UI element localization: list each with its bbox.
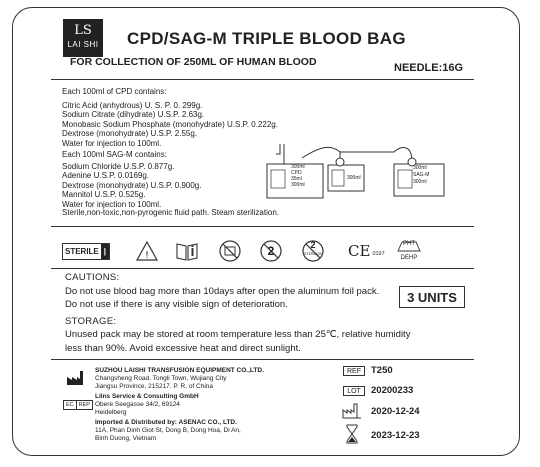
manufacturer-info	[95, 367, 264, 391]
ref-tag: REF	[343, 366, 365, 376]
sagm-line: Sodium Chloride U.S.P. 0.877g.	[62, 161, 175, 171]
company-logo	[63, 19, 103, 57]
units-box: 3 UNITS	[399, 286, 465, 308]
ec-rep-symbol	[63, 400, 93, 410]
needle-size: NEEDLE:16G	[394, 62, 464, 74]
manufacture-date: 2020-12-24	[371, 406, 420, 417]
manufacturer-icon	[66, 370, 86, 386]
product-title: CPD/SAG-M TRIPLE BLOOD BAG	[127, 29, 406, 48]
cautions-title: CAUTIONS:	[65, 272, 120, 283]
ce-number: 0197	[372, 251, 385, 257]
divider-footer	[51, 359, 474, 360]
connector-icon	[336, 158, 344, 166]
cpd-line: Monobasic Sodium Phosphate (monohydrate) U.S.P. 0.222g.	[62, 119, 278, 129]
dehp-text: DEHP	[400, 255, 418, 261]
storage-line: less than 90%. Avoid excessive heat and direct sunlight.	[65, 343, 301, 354]
cpd-line: Citric Acid (anhydrous) U. S. P. 0. 299g.	[62, 100, 203, 110]
bag1-capacity: 300ml	[291, 182, 305, 188]
ec-rep-info	[95, 393, 199, 417]
bag3-volume: 300ml	[413, 165, 427, 171]
do-not-use-damaged-icon	[217, 236, 243, 266]
ec-rep-address: Heidelberg	[95, 409, 127, 416]
cpd-line: Dextrose (monohydrate) U.S.P. 2.55g.	[62, 129, 198, 139]
svg-text:!: !	[144, 250, 150, 261]
cpd-line: Water for injection to 100ml.	[62, 138, 162, 148]
sterilize-caption: STERILIZE	[304, 252, 322, 256]
ec-rep-name: Lilns Service & Consulting GmbH	[95, 393, 199, 400]
divider-symbols-top	[51, 226, 474, 227]
bag2-volume: 300ml	[347, 175, 361, 181]
cpd-line: Sodium Citrate (dihydrate) U.S.P. 2.63g.	[62, 110, 205, 120]
sterilize-digit: 2	[310, 240, 316, 250]
lot-tag: LOT	[343, 386, 365, 396]
product-subtitle: FOR COLLECTION OF 250ML OF HUMAN BLOOD	[70, 56, 317, 68]
logo-mark: LS	[74, 23, 92, 38]
pht-text: PHT	[403, 241, 415, 247]
contains-phthalates-icon	[394, 236, 424, 266]
bag1-solution: CPD	[291, 170, 302, 176]
sagm-line: Water for injection to 100ml.	[62, 199, 162, 209]
ref-value: T250	[371, 365, 393, 376]
importer-title: Imported & Distributed by: ASENAC CO., LTD.	[95, 419, 237, 426]
bag1-solution-volume: 35ml	[291, 176, 302, 182]
instructions-icon	[173, 236, 201, 266]
bag3-solution: SAG-M	[413, 172, 430, 178]
ec-rep-address: Obere Seegasse 34/2, 69124	[95, 401, 180, 408]
bag3-text	[413, 165, 429, 186]
expiry-date-icon	[345, 424, 359, 444]
bag1-volume: 300ml	[291, 164, 305, 170]
sagm-heading: Each 100ml SAG-M contains:	[62, 150, 167, 159]
importer-address: 11A, Phan Dinh Giot St, Dong B, Dong Hoa, Di An,	[95, 427, 241, 434]
sterile-note: Sterile,non-toxic,non-pyrogenic fluid path. Steam sterilization.	[62, 208, 279, 217]
sagm-line: Mannitol U.S.P. 0.525g.	[62, 190, 146, 200]
sagm-line: Adenine U.S.P. 0.0169g.	[62, 171, 150, 181]
reuse-digit: 2	[267, 244, 275, 258]
manufacturer-address: Jiangsu Province, 215217. P. R. of China	[95, 383, 214, 390]
expiry-date: 2023-12-23	[371, 430, 420, 441]
ce-mark	[348, 236, 388, 266]
bag1-text	[291, 164, 305, 188]
sagm-line: Dextrose (monohydrate) U.S.P. 0.900g.	[62, 180, 202, 190]
manufacturer-name: SUZHOU LAISHI TRANSFUSION EQUIPMENT CO.,LTD.	[95, 367, 264, 374]
sterile-text: STERILE	[64, 246, 99, 256]
rep-tag: REP	[78, 402, 90, 408]
label-border	[12, 7, 520, 456]
storage-line: Unused pack may be stored at room temperature less than 25℃, relative humidity	[65, 329, 411, 340]
caution-line: Do not use blood bag more than 10days after open the aluminum foil pack.	[65, 286, 380, 297]
ec-tag: EC	[64, 401, 77, 409]
storage-title: STORAGE:	[65, 316, 117, 327]
cpd-heading: Each 100ml of CPD contains:	[62, 87, 167, 96]
importer-address: Binh Duong, Vietnam	[95, 435, 157, 442]
warning-icon	[134, 236, 160, 266]
divider-header	[51, 79, 474, 80]
do-not-resterilize-icon	[300, 236, 326, 266]
do-not-reuse-icon	[258, 236, 284, 266]
bag3-capacity: 300ml	[413, 179, 427, 185]
caution-line: Do not use if there is any visible sign of deterioration.	[65, 299, 288, 310]
manufacture-date-icon	[342, 401, 362, 419]
ce-text: CE	[348, 242, 371, 260]
sterile-method-text: |	[101, 244, 109, 259]
cpd-composition	[62, 87, 278, 149]
sterile-symbol	[64, 236, 108, 266]
manufacturer-address: Changsheng Road, Tongli Town, Wujiang City	[95, 375, 227, 382]
importer-info	[95, 419, 241, 443]
logo-name: LAI SHI	[67, 40, 99, 49]
divider-symbols-bottom	[51, 268, 474, 269]
lot-value: 20200233	[371, 385, 414, 396]
sagm-composition	[62, 150, 201, 210]
